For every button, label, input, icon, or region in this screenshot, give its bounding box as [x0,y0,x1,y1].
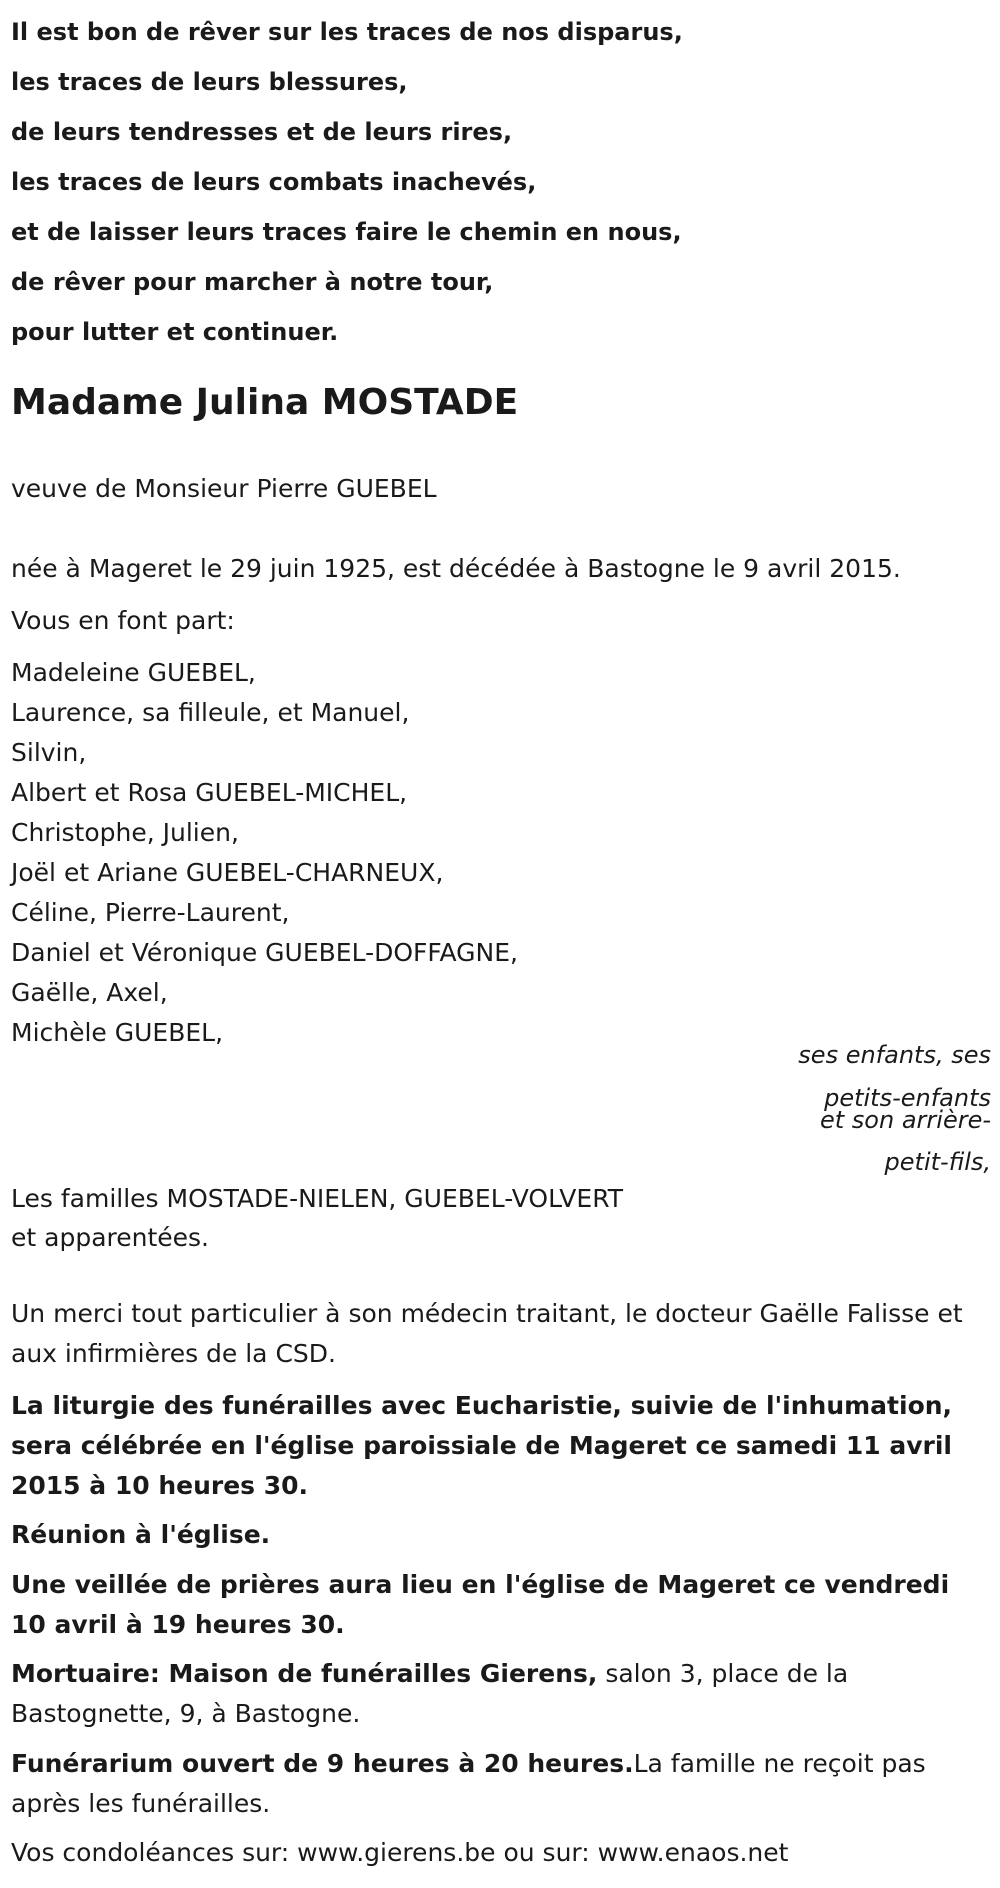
relation-line: ses enfants, ses [798,1041,991,1069]
family-member: Silvin, [11,738,87,767]
poem-line: et de laisser leurs traces faire le chemin en nous, [11,218,682,246]
family-member: Gaëlle, Axel, [11,978,168,1007]
deceased-name: Madame Julina MOSTADE [11,382,519,423]
condolences-line: Vos condoléances sur: www.gierens.be ou sur: www.enaos.net [11,1838,789,1867]
family-list [11,653,518,1053]
families-line: Les familles MOSTADE-NIELEN, GUEBEL-VOLVERT [11,1184,624,1213]
poem-line: de leurs tendresses et de leurs rires, [11,118,513,146]
mortuary-text: salon 3, place de la Bastognette, 9, à Bastogne. [11,1659,849,1728]
relation-line: petit-fils, [884,1148,991,1176]
family-member: Madeleine GUEBEL, [11,658,256,687]
vigil-paragraph: Une veillée de prières aura lieu en l'église de Mageret ce vendredi 10 avril à 19 heures 30. [11,1570,950,1639]
mortuary-label: Mortuaire: Maison de funérailles Gierens, [11,1659,598,1688]
funerarium-text: La famille ne reçoit pas après les funérailles. [11,1749,926,1818]
poem-line: les traces de leurs blessures, [11,68,408,96]
mortuary-paragraph [11,1654,986,1734]
funerarium-paragraph [11,1744,986,1824]
family-member: Daniel et Véronique GUEBEL-DOFFAGNE, [11,938,518,967]
relation-line: petits-enfants [824,1084,991,1112]
family-member: Christophe, Julien, [11,818,239,847]
poem-line: Il est bon de rêver sur les traces de nos disparus, [11,18,683,46]
relation-line: et son arrière- [820,1106,991,1134]
spouse-line: veuve de Monsieur Pierre GUEBEL [11,474,437,503]
thanks-paragraph: Un merci tout particulier à son médecin traitant, le docteur Gaëlle Falisse et aux infirmières de la CSD. [11,1299,963,1368]
poem-line: les traces de leurs combats inachevés, [11,168,537,196]
announcement-intro: Vous en font part: [11,606,235,635]
family-member: Céline, Pierre-Laurent, [11,898,290,927]
family-member: Michèle GUEBEL, [11,1018,224,1047]
family-member: Albert et Rosa GUEBEL-MICHEL, [11,778,408,807]
meeting-line: Réunion à l'église. [11,1520,271,1549]
obituary-page [11,0,991,1867]
poem-line: pour lutter et continuer. [11,318,339,346]
family-member: Joël et Ariane GUEBEL-CHARNEUX, [11,858,444,887]
liturgy-paragraph: La liturgie des funérailles avec Eucharistie, suivie de l'inhumation, sera célébrée en l'église paroissiale de Mageret ce samedi 11 avril 2015 à 10 heures 30. [11,1391,953,1500]
birth-death-line: née à Mageret le 29 juin 1925, est décédée à Bastogne le 9 avril 2015. [11,554,901,583]
funerarium-label: Funérarium ouvert de 9 heures à 20 heures. [11,1749,634,1778]
family-member: Laurence, sa filleule, et Manuel, [11,698,410,727]
families-line: et apparentées. [11,1223,209,1252]
poem [11,0,991,357]
poem-line: de rêver pour marcher à notre tour, [11,268,494,296]
